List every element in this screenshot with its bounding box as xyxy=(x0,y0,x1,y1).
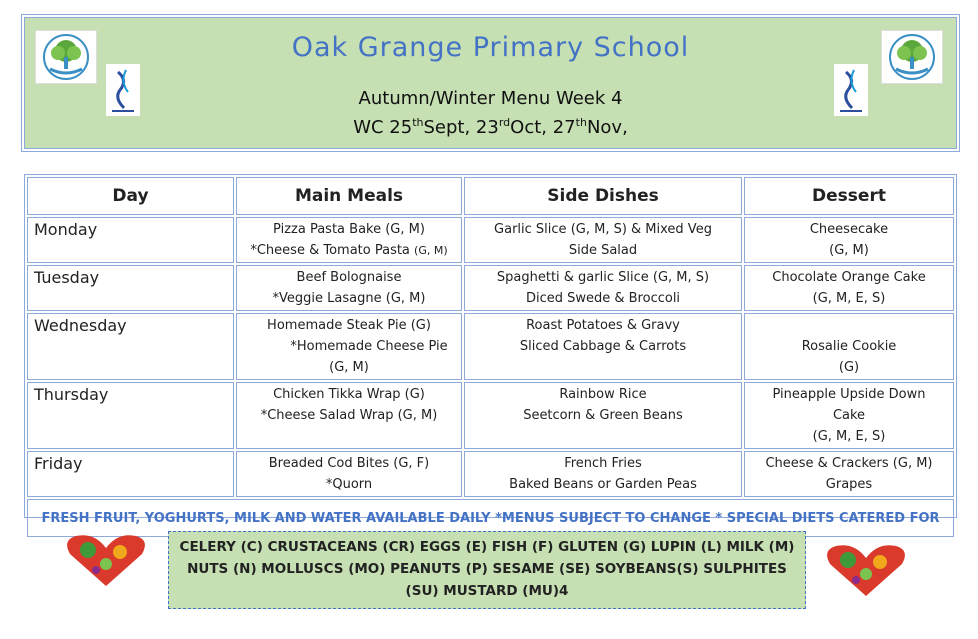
table-row xyxy=(27,451,954,497)
dessert-cell: Pineapple Upside Down Cake (G, M, E, S) xyxy=(744,382,954,449)
week-commencing-dates: WC 25thSept, 23rdOct, 27thNov, xyxy=(353,116,628,138)
table-row xyxy=(27,313,954,380)
dessert-cell: Rosalie Cookie (G) xyxy=(744,313,954,380)
day-cell: Wednesday xyxy=(27,313,234,380)
menu-table-container xyxy=(24,174,957,526)
side-cell: Roast Potatoes & Gravy Sliced Cabbage & Carrots xyxy=(464,313,742,380)
daily-availability-note: FRESH FRUIT, YOGHURTS, MILK AND WATER AVAILABLE DAILY *MENUS SUBJECT TO CHANGE * SPECIAL DIETS CATERED FOR xyxy=(27,499,954,537)
school-name: Oak Grange Primary School xyxy=(291,32,690,63)
side-cell: Rainbow Rice Seetcorn & Green Beans xyxy=(464,382,742,449)
dessert-cell: Chocolate Orange Cake (G, M, E, S) xyxy=(744,265,954,311)
fruit-veg-heart-icon-right xyxy=(820,540,912,600)
table-row xyxy=(27,217,954,263)
allergen-key: CELERY (C) CRUSTACEANS (CR) EGGS (E) FISH (F) GLUTEN (G) LUPIN (L) MILK (M) NUTS (N) MOLLUSCS (MO) PEANUTS (P) SESAME (SE) SOYBEANS(S) SULPHITES (SU) MUSTARD (MU)4 xyxy=(168,531,806,609)
main-cell: Homemade Steak Pie (G) *Homemade Cheese Pie (G, M) xyxy=(236,313,462,380)
east-midlands-logo-right xyxy=(834,64,868,116)
dessert-cell: Cheesecake (G, M) xyxy=(744,217,954,263)
header-side-dishes: Side Dishes xyxy=(464,177,742,215)
dessert-cell: Cheese & Crackers (G, M) Grapes xyxy=(744,451,954,497)
table-row xyxy=(27,265,954,311)
menu-table xyxy=(25,175,956,539)
day-cell: Tuesday xyxy=(27,265,234,311)
main-cell: Beef Bolognaise *Veggie Lasagne (G, M) xyxy=(236,265,462,311)
side-cell: French Fries Baked Beans or Garden Peas xyxy=(464,451,742,497)
side-cell: Spaghetti & garlic Slice (G, M, S) Diced Swede & Broccoli xyxy=(464,265,742,311)
day-cell: Monday xyxy=(27,217,234,263)
day-cell: Friday xyxy=(27,451,234,497)
side-cell: Garlic Slice (G, M, S) & Mixed Veg Side Salad xyxy=(464,217,742,263)
menu-header xyxy=(24,17,957,149)
school-tree-logo-right xyxy=(881,30,943,84)
main-cell: Breaded Cod Bites (G, F) *Quorn xyxy=(236,451,462,497)
main-cell: Pizza Pasta Bake (G, M) *Cheese & Tomato Pasta (G, M) xyxy=(236,217,462,263)
table-header-row xyxy=(27,177,954,215)
menu-title: Autumn/Winter Menu Week 4 xyxy=(358,88,623,109)
header-day: Day xyxy=(27,177,234,215)
table-row xyxy=(27,382,954,449)
day-cell: Thursday xyxy=(27,382,234,449)
fruit-veg-heart-icon-left xyxy=(60,530,152,590)
header-main-meals: Main Meals xyxy=(236,177,462,215)
header-dessert: Dessert xyxy=(744,177,954,215)
main-cell: Chicken Tikka Wrap (G) *Cheese Salad Wrap (G, M) xyxy=(236,382,462,449)
